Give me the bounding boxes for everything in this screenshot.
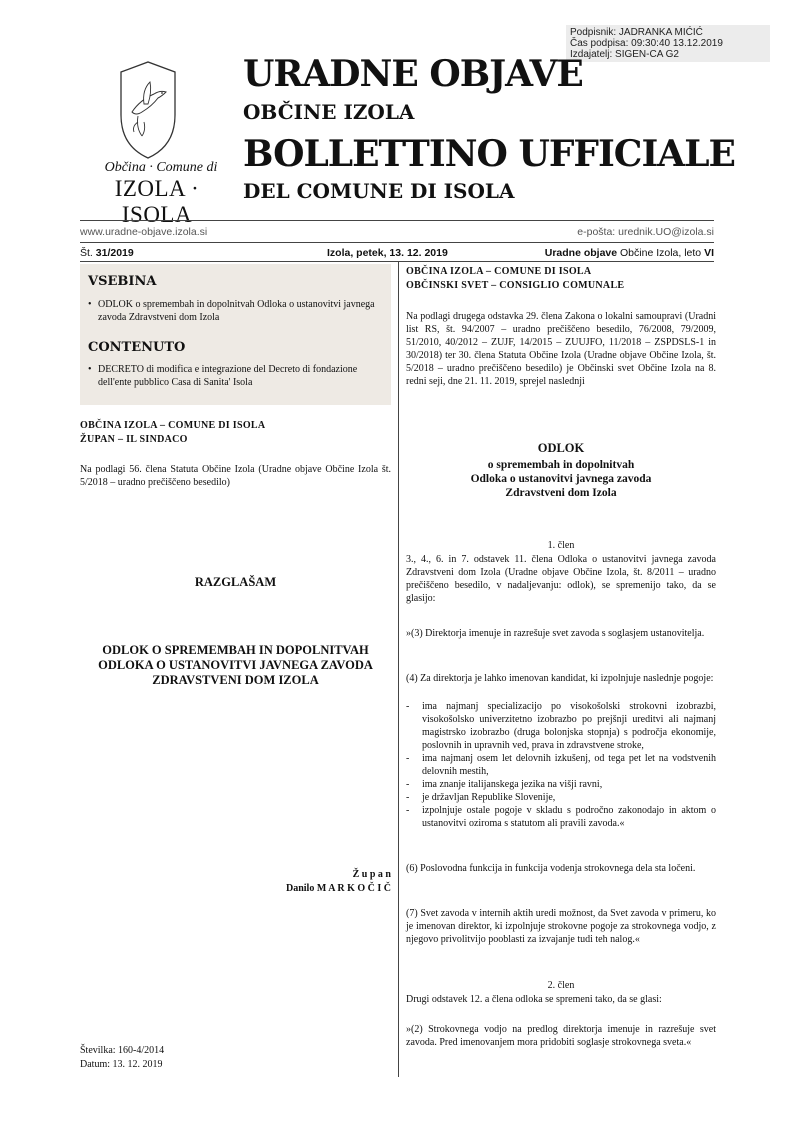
header-rule-top	[80, 220, 714, 221]
signature-time: Čas podpisa: 09:30:40 13.12.2019	[570, 38, 723, 49]
odlok-subtitle	[406, 458, 716, 500]
article-2-heading: 2. člen	[547, 980, 575, 991]
paragraph-2: »(2) Strokovnega vodjo na predlog direktorja imenuje in razrešuje svet zavoda. Pred imenovanjem mora pridobiti soglasje strokovnega sveta.«	[406, 1024, 716, 1048]
paragraph-4-intro: (4) Za direktorja je lahko imenovan kandidat, ki izpolnjuje naslednje pogoje:	[406, 673, 714, 684]
digital-signature-box	[566, 25, 770, 62]
article-1-heading: 1. člen	[547, 540, 575, 551]
right-issuer-line-1: OBČINA IZOLA – COMUNE DI ISOLA	[406, 266, 592, 277]
publication-info: Uradne objave Občine Izola, leto VI	[544, 247, 714, 259]
mayor-name: Danilo M A R K O Č I Č	[285, 883, 391, 894]
list-item: - je državljan Republike Slovenije,	[406, 792, 556, 803]
odlok-subtitle-line-1: o spremembah in dopolnitvah	[487, 459, 635, 471]
signature-signer: Podpisnik: JADRANKA MIĆIĆ	[570, 27, 703, 38]
conditions-list	[406, 700, 716, 830]
website-link[interactable]: www.uradne-objave.izola.si	[80, 226, 208, 238]
signature-issuer: Izdajatelj: SIGEN-CA G2	[570, 49, 679, 60]
list-item: - ima znanje italijanskega jezika na višji ravni,	[406, 779, 603, 790]
article-1-text: 3., 4., 6. in 7. odstavek 11. člena Odloka o ustanovitvi javnega zavoda Zdravstveni dom Izola (Uradne objave Občine Izola, št. 8/2011 – uradno prečiščeno besedilo, v nadaljevanju: odlok), se spremenijo tako, da se glasijo:	[406, 554, 716, 604]
right-preamble: Na podlagi drugega odstavka 29. člena Zakona o lokalni samoupravi (Uradni list RS, št. 94/2007 – uradno prečiščeno besedilo, 76/2008, 79/2009, 51/2010, 40/2012 – ZUJF, 14/2015 – ZUUJFO, 11/2018 – ZSPDSLS-1 in 30/2018) ter 30. člena Statuta Občine Izola (Uradne objave Občine Izola, št. 5/2018 – uradno prečiščeno besedilo) je Občinski svet Občine Izola na 8. redni seji, dne 21. 11. 2019, sprejel naslednji	[406, 311, 716, 387]
masthead-title-italian: BOLLETTINO UFFICIALE	[243, 133, 735, 175]
odlok-heading: ODLOK	[537, 441, 585, 455]
document-number: Številka: 160-4/2014	[80, 1045, 165, 1056]
izola-coat-of-arms-icon	[118, 60, 178, 160]
vsebina-item[interactable]: • ODLOK o spremembah in dopolnitvah Odloka o ustanovitvi javnega zavoda Zdravstveni dom Izola	[88, 299, 375, 323]
right-issuer-line-2: OBČINSKI SVET – CONSIGLIO COMUNALE	[406, 280, 625, 291]
email-link[interactable]: e-pošta: urednik.UO@izola.si	[577, 226, 714, 238]
odlok-subtitle-line-2: Odloka o ustanovitvi javnega zavoda	[470, 473, 652, 485]
proclamation-heading: RAZGLAŠAM	[194, 575, 277, 589]
contents-box	[80, 264, 391, 405]
list-item: - ima najmanj specializacijo po visokošolski strokovni izobrazbi, visokošolsko univerzitetno izobrazbo po prejšnji ureditvi ali najmanj magistrsko izobrazbo (druga bolonjska stopnja) s področja ekonomije, poslovnih in upravnih ved, prava in zdravstvene stroke,	[406, 701, 716, 751]
vsebina-heading: VSEBINA	[88, 274, 157, 289]
paragraph-3: »(3) Direktorja imenuje in razrešuje svet zavoda s soglasjem ustanovitelja.	[406, 628, 705, 639]
paragraph-6: (6) Poslovodna funkcija in funkcija vodenja strokovnega dela sta ločeni.	[406, 863, 696, 874]
mayor-label: Ž u p a n	[352, 869, 391, 880]
masthead-subtitle-italian: DEL COMUNE DI ISOLA	[243, 179, 515, 203]
municipality-line-1: Občina · Comune di	[104, 160, 218, 175]
odlok-subtitle-line-3: Zdravstveni dom Izola	[505, 487, 617, 499]
paragraph-7: (7) Svet zavoda v internih aktih uredi možnost, da Svet zavoda v primeru, ko je imenovan direktor, ki izpolnjuje strokovne pogoje za strokovnega vodjo, z njegovo privolitvijo pooblasti za izvajanje tudi teh nalog.«	[406, 908, 716, 945]
list-item: - izpolnjuje ostale pogoje v skladu s področno zakonodajo in aktom o ustanovitvi oziroma s statutom ali pravili zavoda.«	[406, 805, 716, 829]
article-2-text: Drugi odstavek 12. a člena odloka se spremeni tako, da se glasi:	[406, 994, 662, 1005]
left-issuer-line-1: OBČINA IZOLA – COMUNE DI ISOLA	[80, 420, 266, 431]
document-date: Datum: 13. 12. 2019	[80, 1059, 163, 1070]
header-rule-bottom	[80, 261, 714, 262]
issue-date: Izola, petek, 13. 12. 2019	[327, 247, 448, 259]
municipality-line-2: IZOLA · ISOLA	[114, 176, 200, 227]
list-item: - ima najmanj osem let delovnih izkušenj, od tega pet let na vodstvenih delovnih mestih,	[406, 753, 716, 777]
contenuto-heading: CONTENUTO	[88, 340, 186, 355]
column-divider	[398, 262, 399, 1077]
issue-number: Št. 31/2019	[80, 247, 134, 259]
masthead-title-slovene: URADNE OBJAVE	[243, 53, 583, 95]
masthead-subtitle-slovene: OBČINE IZOLA	[243, 100, 415, 124]
left-preamble: Na podlagi 56. člena Statuta Občine Izola (Uradne objave Občine Izola št. 5/2018 – uradno prečiščeno besedilo)	[80, 464, 391, 488]
header-rule-middle	[80, 242, 714, 243]
contenuto-item[interactable]: • DECRETO di modifica e integrazione del Decreto di fondazione dell'ente pubblico Casa di Sanita' Isola	[88, 364, 358, 388]
left-decree-title: ODLOK O SPREMEMBAH IN DOPOLNITVAH ODLOKA O USTANOVITVI JAVNEGA ZAVODA ZDRAVSTVENI DOM IZOLA	[98, 643, 373, 687]
left-issuer-line-2: ŽUPAN – IL SINDACO	[80, 434, 188, 445]
